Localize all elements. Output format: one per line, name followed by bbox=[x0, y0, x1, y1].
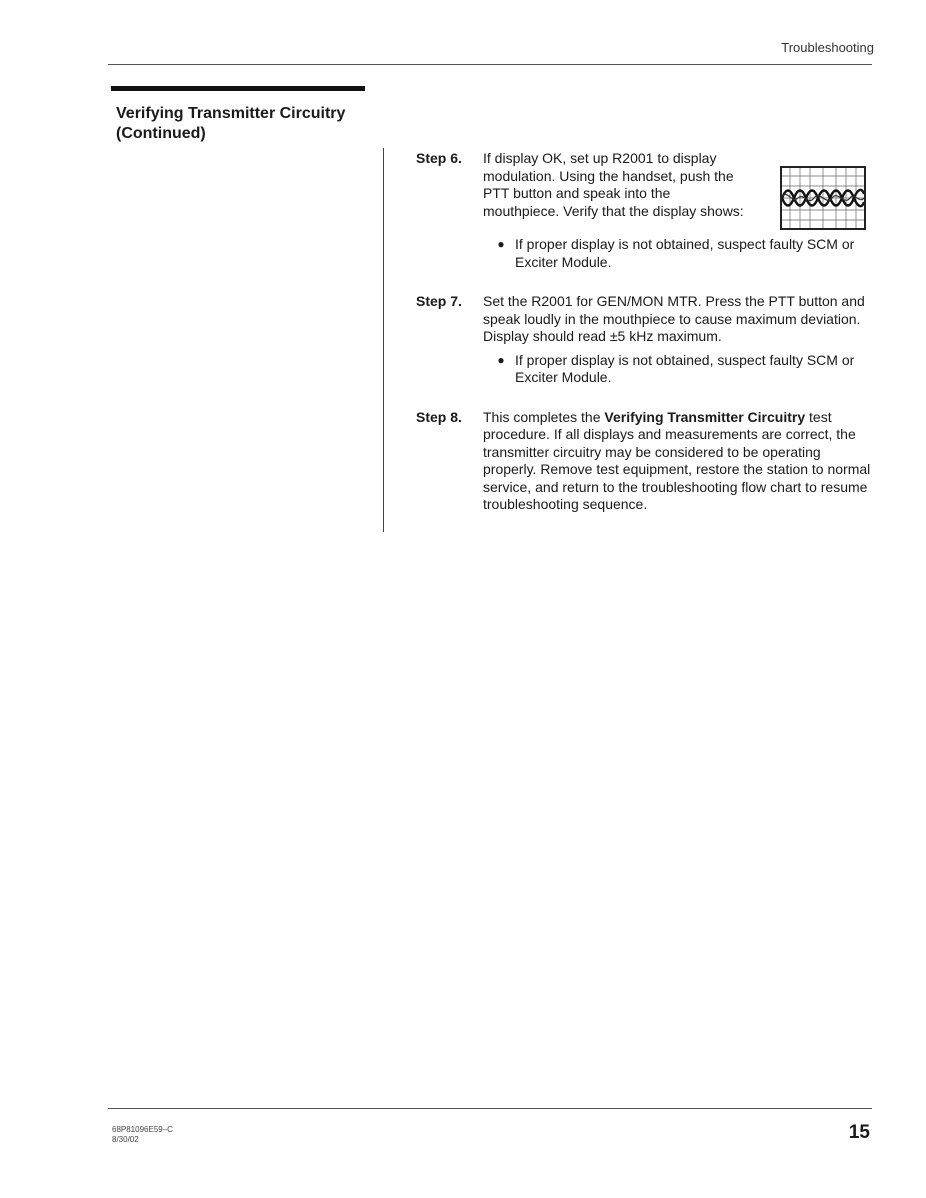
step-bullet bbox=[483, 236, 872, 271]
bullet-dot-icon: ● bbox=[497, 237, 505, 251]
step-label: Step 6. bbox=[416, 150, 462, 166]
document-code bbox=[112, 1125, 173, 1145]
oscilloscope-trace-icon bbox=[782, 168, 864, 228]
page-number: 15 bbox=[848, 1122, 870, 1143]
step-7 bbox=[416, 293, 872, 387]
modulation-display-figure bbox=[780, 166, 866, 230]
section-title bbox=[116, 104, 376, 144]
step-body bbox=[483, 150, 872, 271]
section-title-line2: (Continued) bbox=[116, 125, 206, 142]
step-label: Step 7. bbox=[416, 293, 462, 309]
step-8 bbox=[416, 409, 872, 514]
step-body bbox=[483, 293, 872, 387]
step-6 bbox=[416, 150, 872, 271]
step-text: If display OK, set up R2001 to display modulation. Using the handset, push the PTT button and speak into the mouthpiece. Verify that the display shows: bbox=[483, 150, 744, 219]
step-bullet bbox=[483, 352, 872, 387]
footer-rule bbox=[108, 1108, 872, 1109]
step-text-bold: Verifying Transmitter Circuitry bbox=[604, 408, 806, 425]
step-text bbox=[483, 409, 872, 514]
step-list bbox=[416, 150, 872, 536]
header-rule bbox=[108, 64, 872, 65]
document-number: 68P81096E59–C bbox=[112, 1125, 173, 1134]
bullet-text: If proper display is not obtained, suspect faulty SCM or Exciter Module. bbox=[515, 236, 855, 270]
running-header: Troubleshooting bbox=[781, 40, 874, 55]
step-body bbox=[483, 409, 872, 514]
column-divider bbox=[383, 148, 384, 532]
document-date: 8/30/02 bbox=[112, 1135, 139, 1144]
step-text-after: test procedure. If all displays and measurements are correct, the transmitter circuitry may be considered to be operating properly. Remove test equipment, restore the station to normal service, and return to the troubleshooting flow chart to resume troubleshooting sequence. bbox=[483, 408, 871, 512]
section-title-line1: Verifying Transmitter Circuitry bbox=[116, 105, 346, 122]
step-text: Set the R2001 for GEN/MON MTR. Press the PTT button and speak loudly in the mouthpiece to cause maximum deviation. Display should read ±5 kHz maximum. bbox=[483, 293, 865, 344]
step-text-before: This completes the bbox=[483, 408, 605, 425]
step-6-content bbox=[483, 150, 872, 230]
bullet-dot-icon: ● bbox=[497, 352, 505, 367]
section-bar bbox=[111, 86, 365, 91]
bullet-text: If proper display is not obtained, suspect faulty SCM or Exciter Module. bbox=[515, 351, 855, 385]
step-label: Step 8. bbox=[416, 408, 462, 425]
